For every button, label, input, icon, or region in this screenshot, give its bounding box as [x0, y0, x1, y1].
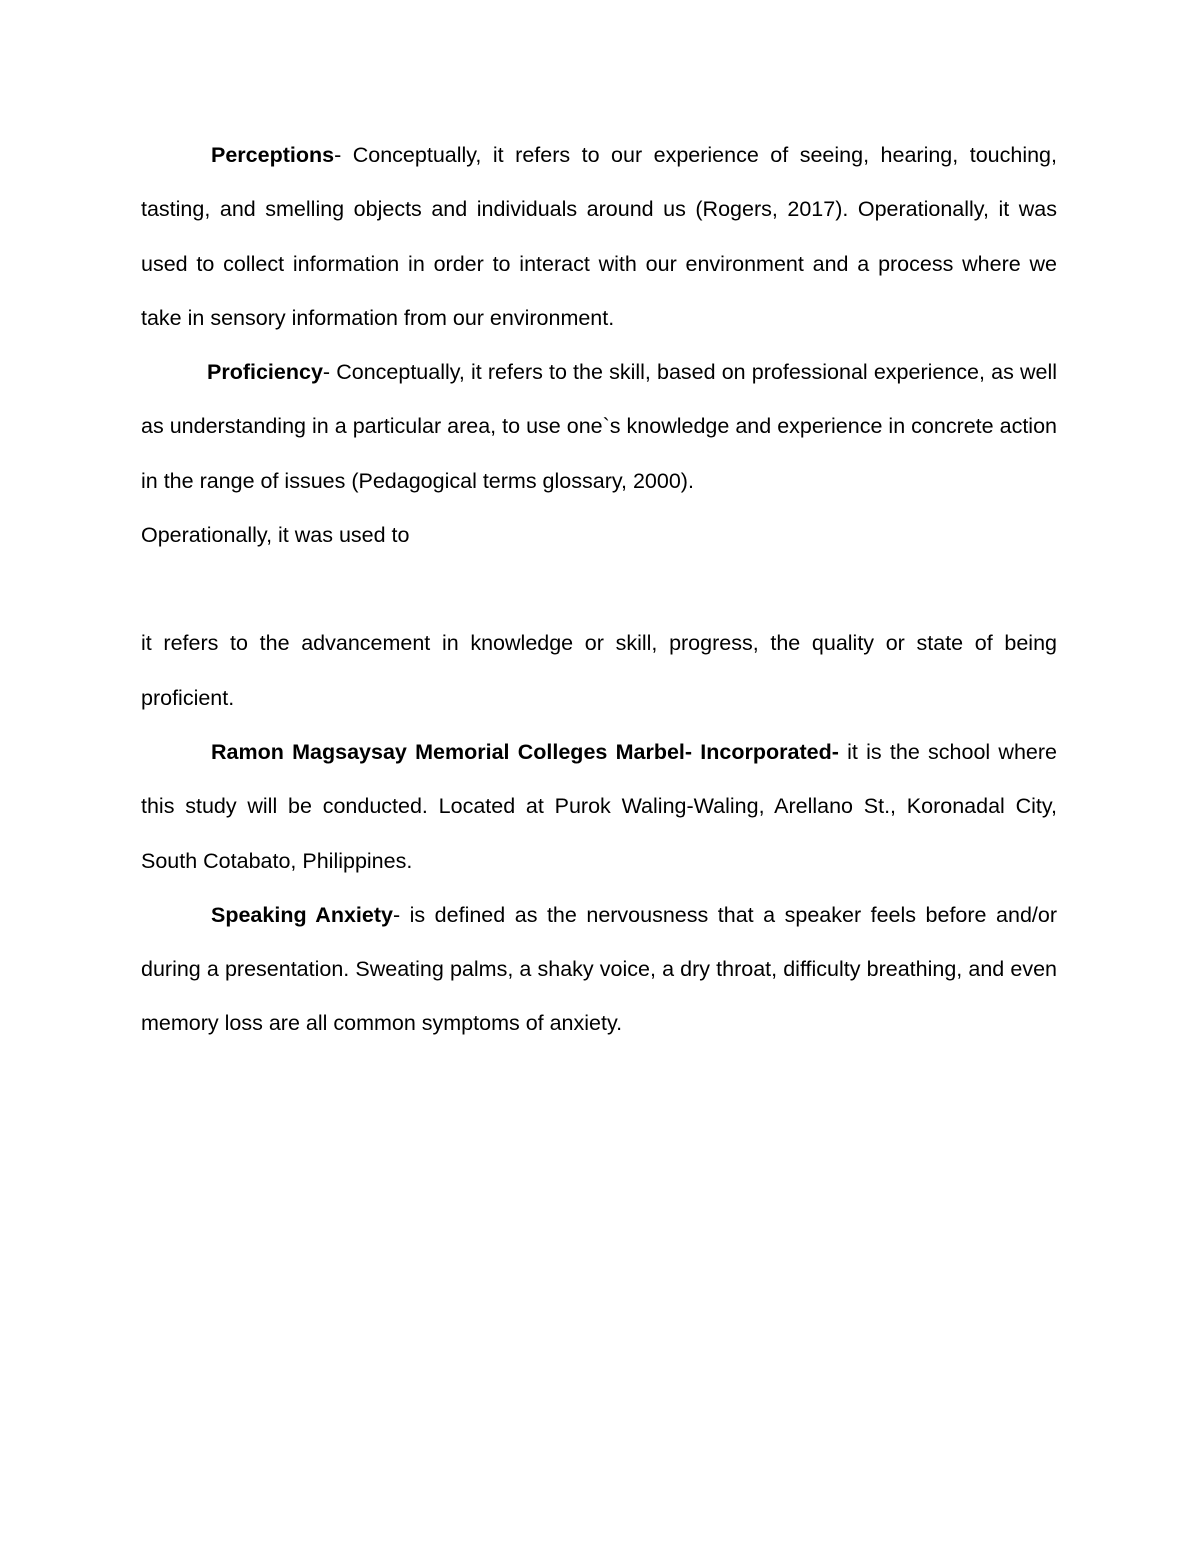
term-perceptions: Perceptions [211, 143, 335, 167]
definition-rmmc-text: it is the school where this study will be conducted. Located at Purok Waling-Waling, Arellano St., Koronadal City, South Cotabato, Philippines. [141, 739, 1057, 873]
definition-proficiency-text: - Conceptually, it refers to the skill, based on professional experience, as well as understanding in a particular area, to use one`s knowledge and experience in concrete action in the range of issues (Pedagogical terms glossary, 2000). [141, 360, 1057, 493]
definition-continuation: it refers to the advancement in knowledge or skill, progress, the quality or state of being proficient. [141, 631, 1057, 710]
definition-speaking-anxiety-text: - is defined as the nervousness that a speaker feels before and/or during a presentation. Sweating palms, a shaky voice, a dry throat, difficulty breathing, and even memory loss are all common symptoms of anxiety. [141, 902, 1057, 1036]
definition-rmmc [141, 725, 1057, 888]
definition-perceptions [141, 128, 1057, 345]
term-proficiency: Proficiency [207, 360, 323, 385]
paragraph-gap [141, 562, 1057, 616]
definition-proficiency [141, 345, 1057, 508]
document-body [141, 128, 1057, 1051]
definition-proficiency-operational: Operationally, it was used to [141, 523, 410, 548]
term-speaking-anxiety: Speaking Anxiety [211, 902, 393, 927]
definition-perceptions-text: - Conceptually, it refers to our experience of seeing, hearing, touching, tasting, and smelling objects and individuals around us (Rogers, 2017). Operationally, it was used to collect information in order to interact with our environment and a process where we take in sensory information from our environment. [141, 143, 1057, 330]
term-rmmc: Ramon Magsaysay Memorial Colleges Marbel- Incorporated- [211, 739, 839, 764]
definition-speaking-anxiety [141, 888, 1057, 1051]
